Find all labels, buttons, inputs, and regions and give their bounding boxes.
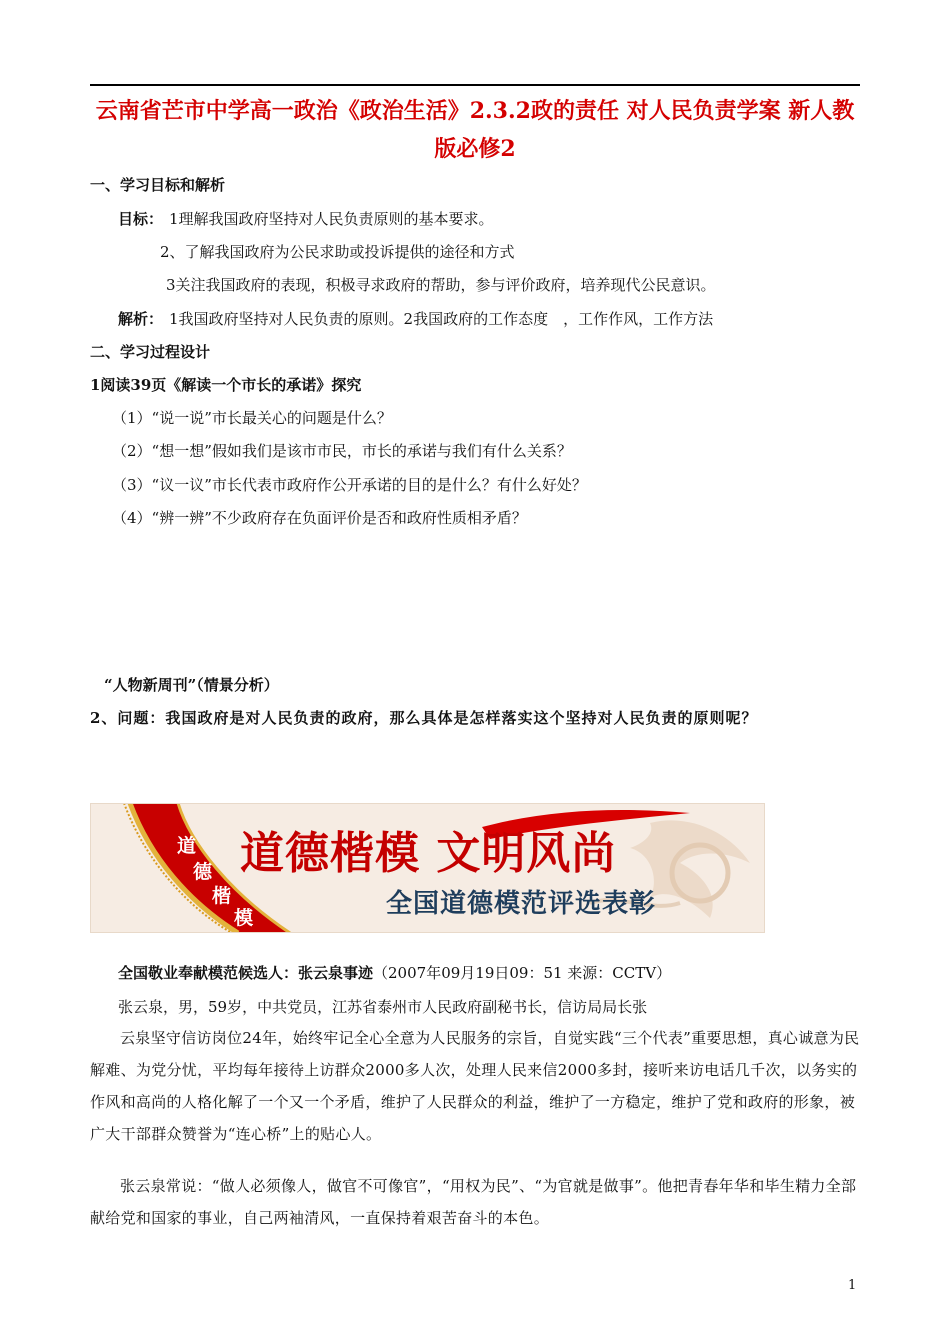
banner-title: 道德楷模 文明风尚 xyxy=(240,828,617,879)
analysis-text: 1我国政府坚持对人民负责的原则。2我国政府的工作态度 ，工作作风，工作方法 xyxy=(169,310,714,328)
goals-row xyxy=(118,208,494,229)
problem-question: 2、问题：我国政府是对人民负责的政府，那么具体是怎样落实这个坚持对人民负责的原则呢？ xyxy=(90,709,758,727)
item1-heading: 1阅读39页《解读一个市长的承诺》探究 xyxy=(90,376,362,394)
section2-heading: 二、学习过程设计 xyxy=(90,343,211,361)
goal-3: 3关注我国政府的表现，积极寻求政府的帮助，参与评价政府，培养现代公民意识。 xyxy=(166,276,716,294)
goals-label: 目标： xyxy=(118,210,164,228)
question-4: （4）“辨一辨”不少政府存在负面评价是否和政府性质相矛盾？ xyxy=(112,509,527,527)
question-3: （3）“议一议”市长代表市政府作公开承诺的目的是什么？有什么好处？ xyxy=(112,476,587,494)
article-headline xyxy=(118,962,671,983)
analysis-row xyxy=(118,308,713,329)
weekly-heading: “人物新周刊”（情景分析） xyxy=(104,676,279,694)
question-2: （2）“想一想”假如我们是该市市民，市长的承诺与我们有什么关系？ xyxy=(112,442,572,460)
header-rule xyxy=(90,84,860,86)
ribbon-char-4: 模 xyxy=(234,907,254,929)
article-paragraph-1: 云泉坚守信访岗位24年，始终牢记全心全意为人民服务的宗旨，自觉实践“三个代表”重要思想，真心诚意为民解难、为党分忧，平均每年接待上访群众2000多人次，处理人民来信2000多封，接听来访电话几千次，以务实的作风和高尚的人格化解了一个又一个矛盾，维护了人民群众的利益，维护了一方稳定，维护了党和政府的形象，被广大干部群众赞誉为“连心桥”上的贴心人。 xyxy=(90,1029,860,1143)
document-title xyxy=(90,92,860,168)
title-line-2: 版必修2 xyxy=(434,136,516,162)
ribbon-char-2: 德 xyxy=(193,861,213,883)
section1-heading: 一、学习目标和解析 xyxy=(90,176,226,194)
article-paragraph-2: 张云泉常说：“做人必须像人，做官不可像官”，“用权为民”、“为官就是做事”。他把青春年华和毕生精力全部献给党和国家的事业，自己两袖清风，一直保持着艰苦奋斗的本色。 xyxy=(90,1177,857,1227)
analysis-label: 解析： xyxy=(118,310,164,328)
goal-1: 1理解我国政府坚持对人民负责原则的基本要求。 xyxy=(169,210,494,228)
article-headline-meta: （2007年09月19日09：51 来源：CCTV） xyxy=(373,964,672,982)
moral-model-banner xyxy=(90,803,765,933)
banner-subtitle: 全国道德模范评选表彰 xyxy=(386,889,657,919)
goal-2: 2、了解我国政府为公民求助或投诉提供的途径和方式 xyxy=(160,243,515,261)
ribbon-char-3: 楷 xyxy=(212,885,232,907)
question-1: （1）“说一说”市长最关心的问题是什么？ xyxy=(112,409,392,427)
banner-border xyxy=(90,803,765,933)
ribbon-char-1: 道 xyxy=(177,835,197,857)
article-intro: 张云泉，男，59岁，中共党员，江苏省泰州市人民政府副秘书长，信访局局长张 xyxy=(118,998,648,1016)
article-headline-title: 全国敬业奉献模范候选人：张云泉事迹 xyxy=(118,964,374,982)
page-number: 1 xyxy=(848,1278,857,1293)
title-line-1: 云南省芒市中学高一政治《政治生活》2.3.2政的责任 对人民负责学案 新人教 xyxy=(95,98,855,124)
